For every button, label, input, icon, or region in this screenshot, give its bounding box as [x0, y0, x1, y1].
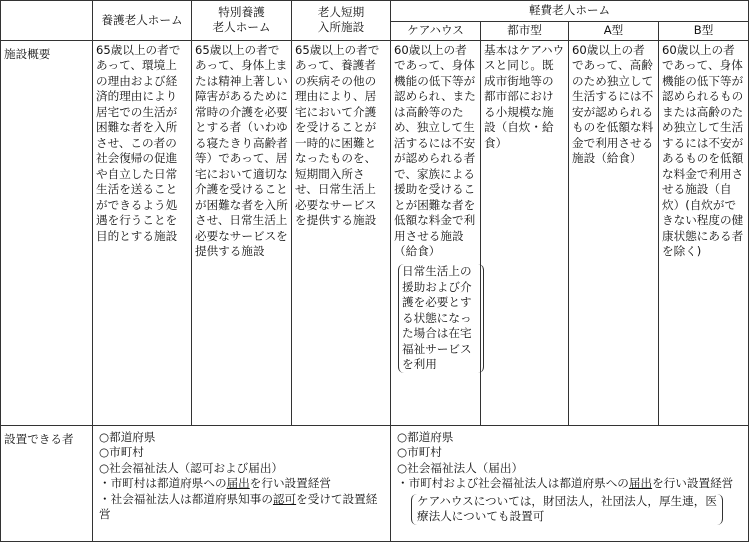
setter-left-item: ○市町村 [99, 445, 144, 460]
header-keihi: 軽費老人ホーム [391, 1, 749, 22]
setter-right-bullet: ・市町村および社会福祉法人は都道府県への届出を行い設置経営 [397, 476, 734, 491]
header-tanki: 老人短期 入所施設 [292, 1, 391, 41]
setter-left-bullet: ・市町村は都道府県への届出を行い設置経営 [99, 476, 331, 491]
setter-left-item: ○都道府県 [99, 429, 156, 444]
header-yogo: 養護老人ホーム [93, 1, 192, 41]
row-label-setter: 設置できる者 [1, 425, 93, 541]
overview-carehouse: 60歳以上の者であって、身体機能の低下等が認められ、または高齢等のため、独立して生活するには不安が認められる者で、家族による援助を受けることが困難な者を低額な料金で利用させる施設（給食） 日常生活上の援助および介護を必要とする状態になった場合は在宅福祉サービスを利用 [391, 40, 481, 425]
setter-right [391, 425, 749, 541]
row-label-overview: 施設概要 [1, 40, 93, 425]
corner-cell [1, 1, 93, 41]
setter-right-item: ○市町村 [397, 445, 442, 460]
header-tokuyo: 特別養護 老人ホーム [192, 1, 292, 41]
setter-right-item: ○都道府県 [397, 429, 454, 444]
overview-tokuyo: 65歳以上の者であって、身体上または精神上著しい障害があるために常時の介護を必要とする者（いわゆる寝たきり高齢者等）であって、居宅において適切な介護を受けることが困難な者を入所させ、日常生活上必要なサービスを提供する施設 [192, 40, 292, 425]
setter-right-note: ケアハウスについては，財団法人，社団法人，厚生連，医療法人についても設置可 [411, 494, 723, 525]
header-carehouse: ケアハウス [391, 21, 481, 40]
setter-left [93, 425, 391, 541]
overview-b-type: 60歳以上の者であって、身体機能の低下等が認められるものまたは高齢のため独立して生活するには不安があるものを低額な料金で利用させる施設（自炊）(自炊ができない程度の健康状態にある者を除く) [659, 40, 749, 425]
setter-left-item: ○社会福祉法人（認可および届出） [99, 460, 284, 475]
overview-a-type: 60歳以上の者であって、高齢のため独立して生活するには不安が認められるものを低額な料金で利用させる施設（給食） [569, 40, 659, 425]
overview-yogo: 65歳以上の者であって、環境上の理由および経済的理由により居宅での生活が困難な者を入所させ、この者の社会復帰の促進や自立した日常生活を送ることができるよう処遇を行うことを目的とする施設 [93, 40, 192, 425]
header-toshi: 都市型 [481, 21, 569, 40]
header-a-type: A型 [569, 21, 659, 40]
setter-right-item: ○社会福祉法人（届出） [397, 460, 524, 475]
setter-left-bullet: ・社会福祉法人は都道府県知事の認可を受けて設置経営 [99, 491, 378, 522]
header-b-type: B型 [659, 21, 749, 40]
carehouse-note: 日常生活上の援助および介護を必要とする状態になった場合は在宅福祉サービスを利用 [398, 264, 484, 373]
overview-toshi: 基本はケアハウスと同じ。既成市街地等の都市部における小規模な施設（自炊・給食） [481, 40, 569, 425]
overview-tanki: 65歳以上の者であって、養護者の疾病その他の理由により、居宅において介護を受けることが一時的に困難となったものを、短期間入所させ、日常生活上必要なサービスを提供する施設 [292, 40, 391, 425]
